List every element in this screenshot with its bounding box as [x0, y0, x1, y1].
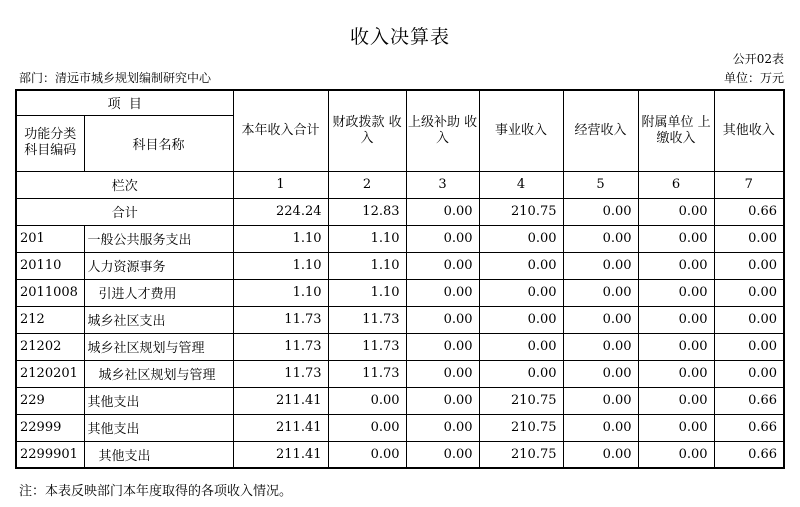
- total-value-6: 0.00: [638, 198, 714, 225]
- row-value-2: 11.73: [328, 360, 406, 387]
- row-subject-name: 城乡社区规划与管理: [84, 360, 233, 387]
- column-index-5: 5: [563, 171, 638, 198]
- row-value-5: 0.00: [563, 252, 638, 279]
- row-value-4: 210.75: [479, 414, 563, 441]
- row-value-7: 0.66: [714, 414, 784, 441]
- row-func-code: 212: [16, 306, 84, 333]
- total-value-7: 0.66: [714, 198, 784, 225]
- row-value-3: 0.00: [406, 414, 479, 441]
- row-value-2: 0.00: [328, 414, 406, 441]
- row-value-3: 0.00: [406, 252, 479, 279]
- total-value-2: 12.83: [328, 198, 406, 225]
- row-value-2: 0.00: [328, 387, 406, 414]
- row-value-2: 11.73: [328, 333, 406, 360]
- row-value-4: 0.00: [479, 306, 563, 333]
- row-subject-name: 其他支出: [84, 414, 233, 441]
- column-index-6: 6: [638, 171, 714, 198]
- total-value-1: 224.24: [233, 198, 328, 225]
- row-value-1: 1.10: [233, 252, 328, 279]
- income-table: [15, 89, 785, 469]
- row-func-code: 21202: [16, 333, 84, 360]
- row-value-7: 0.00: [714, 225, 784, 252]
- total-label: 合计: [16, 198, 233, 225]
- row-value-5: 0.00: [563, 414, 638, 441]
- row-value-1: 211.41: [233, 441, 328, 468]
- row-value-2: 0.00: [328, 441, 406, 468]
- row-value-6: 0.00: [638, 441, 714, 468]
- row-value-6: 0.00: [638, 306, 714, 333]
- column-index-7: 7: [714, 171, 784, 198]
- row-value-4: 210.75: [479, 387, 563, 414]
- row-value-4: 0.00: [479, 333, 563, 360]
- column-index-2: 2: [328, 171, 406, 198]
- col-header-3: 上级补助 收入: [406, 90, 479, 171]
- row-value-3: 0.00: [406, 360, 479, 387]
- row-value-5: 0.00: [563, 387, 638, 414]
- table-row: [16, 306, 784, 333]
- row-value-6: 0.00: [638, 387, 714, 414]
- table-row: [16, 225, 784, 252]
- row-value-6: 0.00: [638, 225, 714, 252]
- row-value-7: 0.00: [714, 306, 784, 333]
- row-value-2: 1.10: [328, 279, 406, 306]
- row-value-5: 0.00: [563, 279, 638, 306]
- row-value-3: 0.00: [406, 441, 479, 468]
- page-title: 收入决算表: [349, 26, 450, 48]
- row-value-4: 0.00: [479, 252, 563, 279]
- table-row: [16, 360, 784, 387]
- row-value-1: 11.73: [233, 360, 328, 387]
- row-func-code: 201: [16, 225, 84, 252]
- row-value-4: 0.00: [479, 225, 563, 252]
- total-value-5: 0.00: [563, 198, 638, 225]
- row-value-5: 0.00: [563, 360, 638, 387]
- row-value-7: 0.00: [714, 279, 784, 306]
- total-value-4: 210.75: [479, 198, 563, 225]
- row-value-2: 1.10: [328, 252, 406, 279]
- row-func-code: 22999: [16, 414, 84, 441]
- table-row: [16, 441, 784, 468]
- row-value-6: 0.00: [638, 252, 714, 279]
- row-value-6: 0.00: [638, 333, 714, 360]
- col-header-5: 经营收入: [563, 90, 638, 171]
- table-row: [16, 387, 784, 414]
- form-number: 公开02表: [732, 52, 784, 66]
- row-value-6: 0.00: [638, 414, 714, 441]
- row-value-5: 0.00: [563, 333, 638, 360]
- row-subject-name: 城乡社区规划与管理: [84, 333, 233, 360]
- row-value-7: 0.66: [714, 387, 784, 414]
- row-func-code: 20110: [16, 252, 84, 279]
- col-header-1: 本年收入合计: [233, 90, 328, 171]
- column-index-3: 3: [406, 171, 479, 198]
- row-subject-name: 城乡社区支出: [84, 306, 233, 333]
- column-index-1: 1: [233, 171, 328, 198]
- table-row: [16, 414, 784, 441]
- row-value-6: 0.00: [638, 279, 714, 306]
- row-value-2: 1.10: [328, 225, 406, 252]
- row-subject-name: 人力资源事务: [84, 252, 233, 279]
- row-func-code: 229: [16, 387, 84, 414]
- column-index-4: 4: [479, 171, 563, 198]
- row-value-5: 0.00: [563, 306, 638, 333]
- row-value-6: 0.00: [638, 360, 714, 387]
- row-value-4: 0.00: [479, 279, 563, 306]
- row-value-7: 0.66: [714, 441, 784, 468]
- unit-label: 单位：万元: [723, 71, 784, 85]
- row-value-7: 0.00: [714, 333, 784, 360]
- row-value-1: 11.73: [233, 306, 328, 333]
- row-func-code: 2120201: [16, 360, 84, 387]
- row-value-1: 211.41: [233, 414, 328, 441]
- row-value-3: 0.00: [406, 225, 479, 252]
- row-subject-name: 引进人才费用: [84, 279, 233, 306]
- row-value-1: 211.41: [233, 387, 328, 414]
- row-value-3: 0.00: [406, 306, 479, 333]
- row-value-2: 11.73: [328, 306, 406, 333]
- row-func-code: 2011008: [16, 279, 84, 306]
- row-value-7: 0.00: [714, 360, 784, 387]
- func-code-header: 功能分类 科目编码: [16, 115, 84, 171]
- row-subject-name: 一般公共服务支出: [84, 225, 233, 252]
- row-value-5: 0.00: [563, 441, 638, 468]
- table-row: [16, 279, 784, 306]
- total-value-3: 0.00: [406, 198, 479, 225]
- item-group-header: 项 目: [16, 90, 233, 115]
- row-value-1: 11.73: [233, 333, 328, 360]
- col-header-7: 其他收入: [714, 90, 784, 171]
- row-value-3: 0.00: [406, 387, 479, 414]
- col-header-2: 财政拨款 收入: [328, 90, 406, 171]
- row-value-1: 1.10: [233, 225, 328, 252]
- col-header-4: 事业收入: [479, 90, 563, 171]
- subject-name-header: 科目名称: [84, 115, 233, 171]
- row-value-4: 210.75: [479, 441, 563, 468]
- table-row: [16, 333, 784, 360]
- row-subject-name: 其他支出: [84, 441, 233, 468]
- column-index-label: 栏次: [16, 171, 233, 198]
- row-func-code: 2299901: [16, 441, 84, 468]
- row-subject-name: 其他支出: [84, 387, 233, 414]
- row-value-3: 0.00: [406, 333, 479, 360]
- row-value-5: 0.00: [563, 225, 638, 252]
- row-value-3: 0.00: [406, 279, 479, 306]
- row-value-4: 0.00: [479, 360, 563, 387]
- row-value-7: 0.00: [714, 252, 784, 279]
- col-header-6: 附属单位 上缴收入: [638, 90, 714, 171]
- footnote: 注：本表反映部门本年度取得的各项收入情况。: [19, 484, 293, 499]
- department-label: 部门：清远市城乡规划编制研究中心: [19, 71, 212, 85]
- table-row: [16, 252, 784, 279]
- row-value-1: 1.10: [233, 279, 328, 306]
